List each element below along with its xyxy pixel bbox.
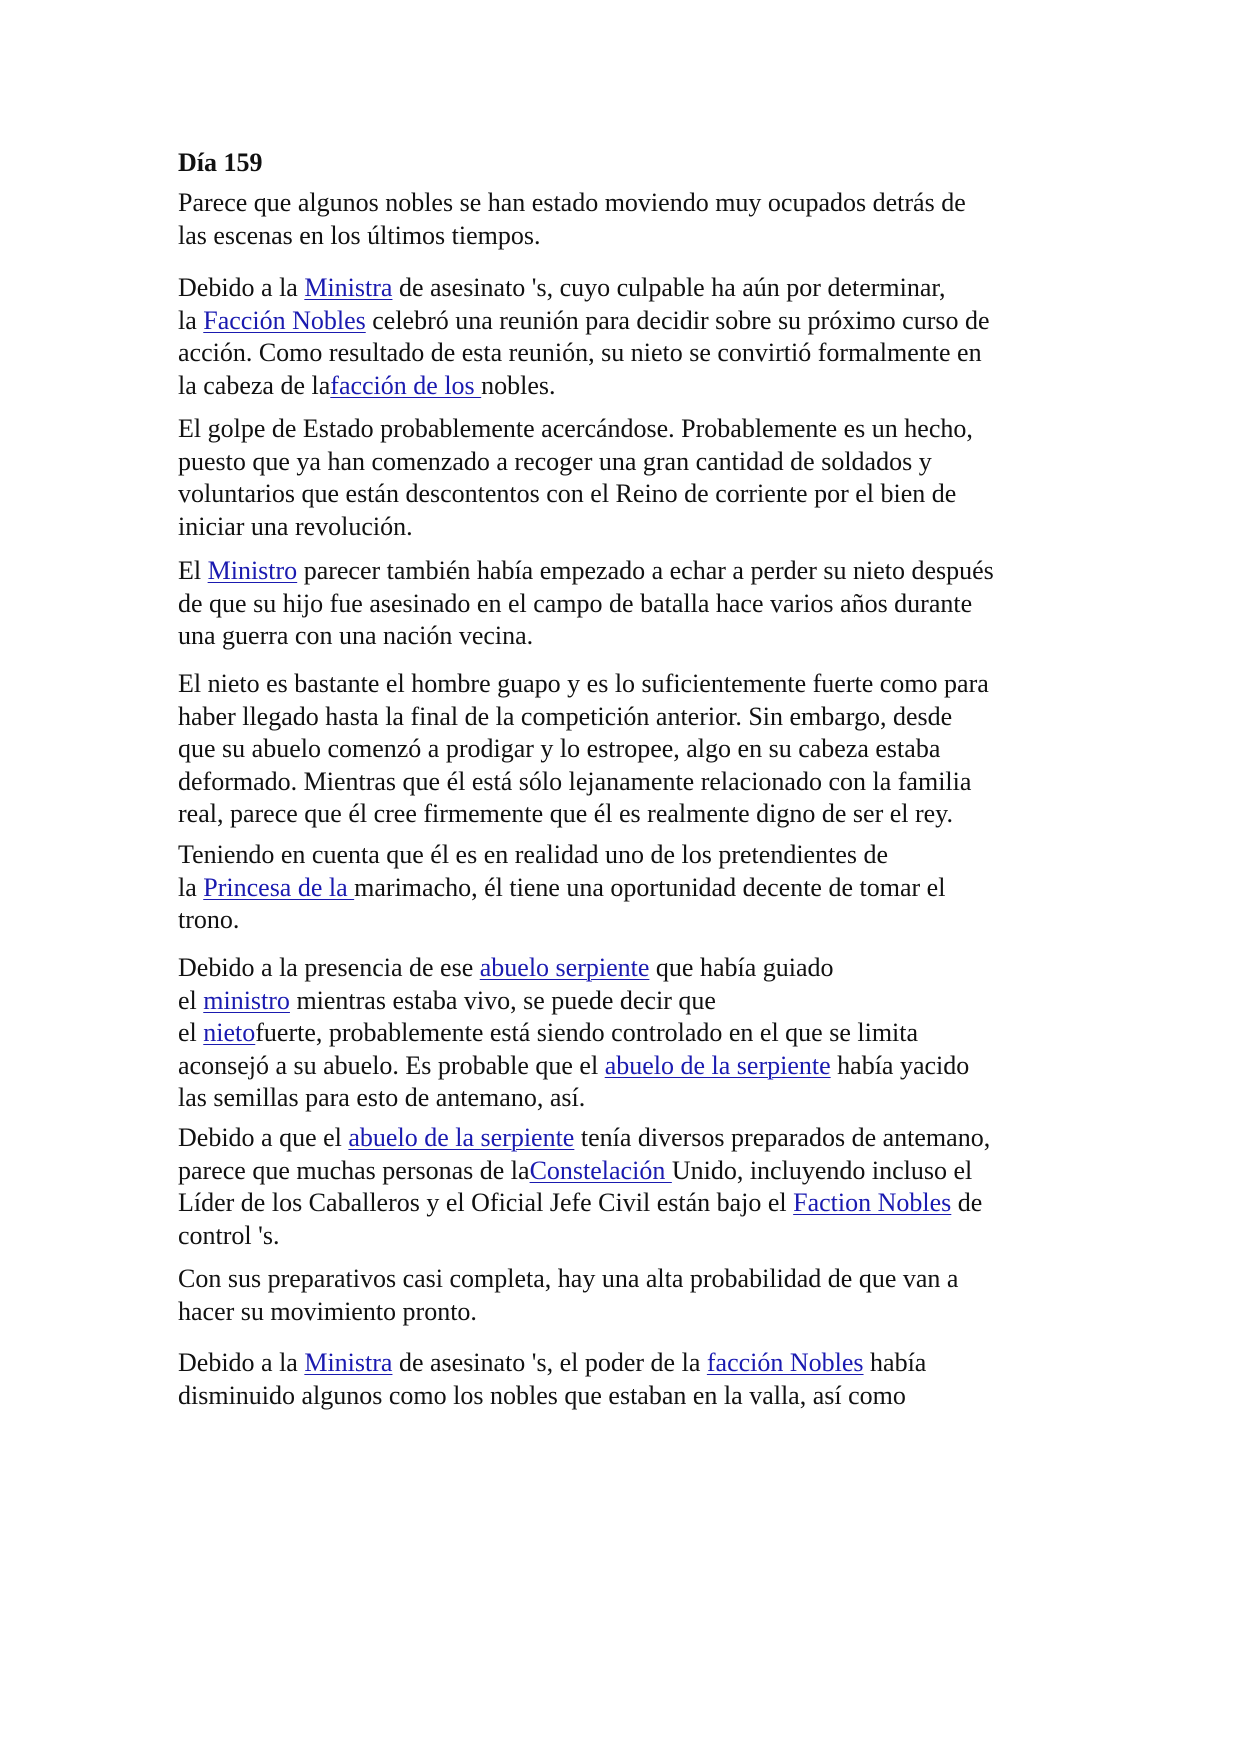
text-run: Líder de los Caballeros y el Oficial Jefe Civil están bajo el — [178, 1188, 794, 1218]
paragraph — [178, 413, 1078, 543]
text-line — [178, 370, 1078, 403]
inline-link[interactable]: Princesa de la — [203, 872, 355, 902]
text-run: fuerte, probablemente está siendo controlado en el que se limita — [255, 1018, 919, 1048]
text-run: que había guiado — [649, 953, 834, 982]
paragraph — [178, 1347, 1078, 1412]
text-run: Parece que algunos nobles se han estado moviendo muy ocupados detrás de — [178, 188, 966, 217]
inline-link[interactable]: facción de los — [330, 370, 482, 400]
text-run: iniciar una revolución. — [178, 511, 413, 541]
text-run: el — [178, 1018, 204, 1048]
text-line — [178, 839, 1078, 872]
text-run: una guerra con una nación vecina. — [178, 621, 534, 651]
text-run: de asesinato 's, cuyo culpable ha aún por determinar, — [392, 273, 946, 302]
inline-link[interactable]: ministro — [203, 985, 290, 1015]
text-run: Debido a la presencia de ese — [178, 953, 480, 982]
text-line — [178, 446, 1078, 479]
text-run: voluntarios que están descontentos con el Reino de corriente por el bien de — [178, 479, 957, 509]
paragraph — [178, 272, 1078, 402]
text-run: hacer su movimiento pronto. — [178, 1296, 477, 1326]
inline-link[interactable]: Facción Nobles — [203, 305, 366, 335]
text-run: marimacho, él tiene una oportunidad decente de tomar el — [354, 872, 946, 902]
text-run: había — [863, 1348, 927, 1377]
text-line — [178, 305, 1078, 338]
text-line — [178, 952, 1078, 985]
text-run: tenía diversos preparados de antemano, — [574, 1123, 991, 1152]
text-line — [178, 904, 1078, 937]
text-run: real, parece que él cree firmemente que él es realmente digno de ser el rey. — [178, 799, 953, 829]
text-line — [178, 1082, 1078, 1115]
text-line — [178, 798, 1078, 831]
text-run: parecer también había empezado a echar a perder su nieto después — [297, 556, 994, 585]
paragraph — [178, 952, 1078, 1115]
text-line — [178, 668, 1078, 701]
text-line — [178, 1187, 1078, 1220]
text-run: las semillas para esto de antemano, así. — [178, 1083, 586, 1113]
inline-link[interactable]: Faction Nobles — [793, 1188, 952, 1218]
text-run: El nieto es bastante el hombre guapo y es lo suficientemente fuerte como para — [178, 669, 989, 698]
inline-link[interactable]: Ministro — [207, 556, 298, 585]
text-run: mientras estaba vivo, se puede decir que — [289, 985, 716, 1015]
paragraph — [178, 668, 1078, 831]
text-line — [178, 1017, 1078, 1050]
text-line — [178, 555, 1078, 588]
text-run: deformado. Mientras que él está sólo lejanamente relacionado con la familia — [178, 766, 972, 796]
text-line — [178, 1050, 1078, 1083]
text-line — [178, 1347, 1078, 1380]
text-line — [178, 588, 1078, 621]
text-line — [178, 872, 1078, 905]
text-run: que su abuelo comenzó a prodigar y lo estropee, algo en su cabeza estaba — [178, 734, 941, 764]
inline-link[interactable]: Ministra — [304, 1348, 393, 1377]
text-line — [178, 1263, 1078, 1296]
text-line — [178, 337, 1078, 370]
text-run: El golpe de Estado probablemente acercándose. Probablemente es un hecho, — [178, 414, 973, 443]
text-run: de — [951, 1188, 983, 1218]
text-line — [178, 766, 1078, 799]
text-line — [178, 1155, 1078, 1188]
text-line — [178, 478, 1078, 511]
text-line — [178, 413, 1078, 446]
text-run: Teniendo en cuenta que él es en realidad uno de los pretendientes de — [178, 840, 889, 869]
text-line — [178, 620, 1078, 653]
text-run: puesto que ya han comenzado a recoger una gran cantidad de soldados y — [178, 446, 932, 476]
paragraph — [178, 187, 1078, 252]
inline-link[interactable]: abuelo serpiente — [479, 953, 650, 982]
text-run: de que su hijo fue asesinado en el campo de batalla hace varios años durante — [178, 588, 973, 618]
text-run: trono. — [178, 905, 240, 935]
text-line — [178, 1220, 1078, 1253]
text-run: el — [178, 985, 204, 1015]
text-run: Unido, incluyendo incluso el — [671, 1155, 973, 1185]
inline-link[interactable]: Ministra — [304, 273, 393, 302]
text-line — [178, 1296, 1078, 1329]
text-line — [178, 733, 1078, 766]
text-run: aconsejó a su abuelo. Es probable que el — [178, 1050, 605, 1080]
text-run: las escenas en los últimos tiempos. — [178, 220, 541, 250]
text-run: haber llegado hasta la final de la competición anterior. Sin embargo, desde — [178, 701, 953, 731]
text-run: acción. Como resultado de esta reunión, su nieto se convirtió formalmente en — [178, 338, 982, 368]
inline-link[interactable]: abuelo de la serpiente — [604, 1050, 831, 1080]
text-run: disminuido algunos como los nobles que estaban en la valla, así como — [178, 1380, 906, 1410]
inline-link[interactable]: abuelo de la serpiente — [348, 1123, 575, 1152]
text-run: parece que muchas personas de la — [178, 1155, 530, 1185]
inline-link[interactable]: facción Nobles — [706, 1348, 864, 1377]
text-run: había yacido — [830, 1050, 970, 1080]
paragraph — [178, 839, 1078, 937]
text-run: celebró una reunión para decidir sobre su próximo curso de — [365, 305, 990, 335]
text-run: la — [178, 305, 204, 335]
text-line — [178, 272, 1078, 305]
text-run: control 's. — [178, 1220, 280, 1250]
paragraph — [178, 1122, 1078, 1252]
text-run: El — [178, 556, 208, 585]
text-run: Con sus preparativos casi completa, hay una alta probabilidad de que van a — [178, 1264, 959, 1293]
paragraph — [178, 555, 1078, 653]
text-line — [178, 985, 1078, 1018]
text-line — [178, 701, 1078, 734]
text-run: la — [178, 872, 204, 902]
text-line — [178, 220, 1078, 253]
inline-link[interactable]: nieto — [203, 1018, 256, 1048]
text-line — [178, 1380, 1078, 1413]
text-run: Debido a la — [178, 1348, 305, 1377]
text-line — [178, 511, 1078, 544]
text-line — [178, 187, 1078, 220]
text-run: de asesinato 's, el poder de la — [392, 1348, 707, 1377]
text-run: Debido a la — [178, 273, 305, 302]
text-line — [178, 1122, 1078, 1155]
text-run: la cabeza de la — [178, 370, 331, 400]
text-run: nobles. — [481, 370, 556, 400]
inline-link[interactable]: Constelación — [529, 1155, 672, 1185]
page-title: Día 159 — [178, 148, 263, 177]
paragraph — [178, 1263, 1078, 1328]
text-run: Debido a que el — [178, 1123, 349, 1152]
